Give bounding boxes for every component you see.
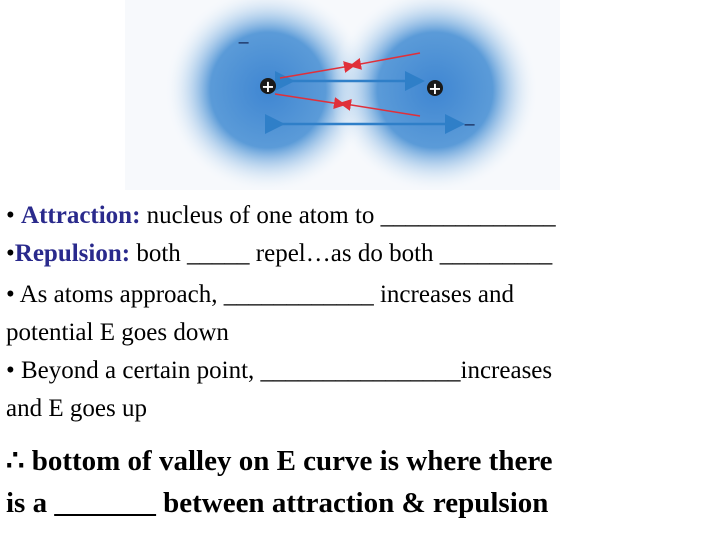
- bullet-attraction: [6, 201, 556, 231]
- term-repulsion: Repulsion:: [14, 240, 131, 267]
- right-nucleus-charge: +: [428, 79, 442, 98]
- bullet-approach: • As atoms approach, ____________ increases and: [6, 281, 514, 308]
- bullet-approach-cont: potential E goes down: [6, 319, 229, 346]
- left-electron-charge: −: [237, 33, 251, 52]
- atoms-figure: [125, 0, 560, 190]
- bullet-attraction-text: nucleus of one atom to ______________: [140, 202, 556, 229]
- conclusion-text-1: bottom of valley on E curve is where there: [24, 445, 553, 477]
- left-nucleus-charge: +: [261, 77, 275, 96]
- bullet-beyond-cont: and E goes up: [6, 395, 147, 422]
- conclusion-line-2: is a _______ between attraction & repulsion: [6, 487, 549, 519]
- bullet-repulsion-text: both _____ repel…as do both _________: [130, 240, 553, 267]
- term-attraction: Attraction:: [21, 202, 141, 229]
- bullet-repulsion-marker: •: [6, 240, 15, 267]
- therefore-symbol: ∴: [6, 445, 25, 477]
- bullet-beyond: • Beyond a certain point, ________________increases: [6, 357, 553, 384]
- bullet-attraction-marker: •: [6, 202, 22, 229]
- conclusion-line-1: [6, 443, 553, 479]
- bullet-repulsion: [6, 239, 552, 269]
- right-electron-charge: −: [463, 115, 477, 134]
